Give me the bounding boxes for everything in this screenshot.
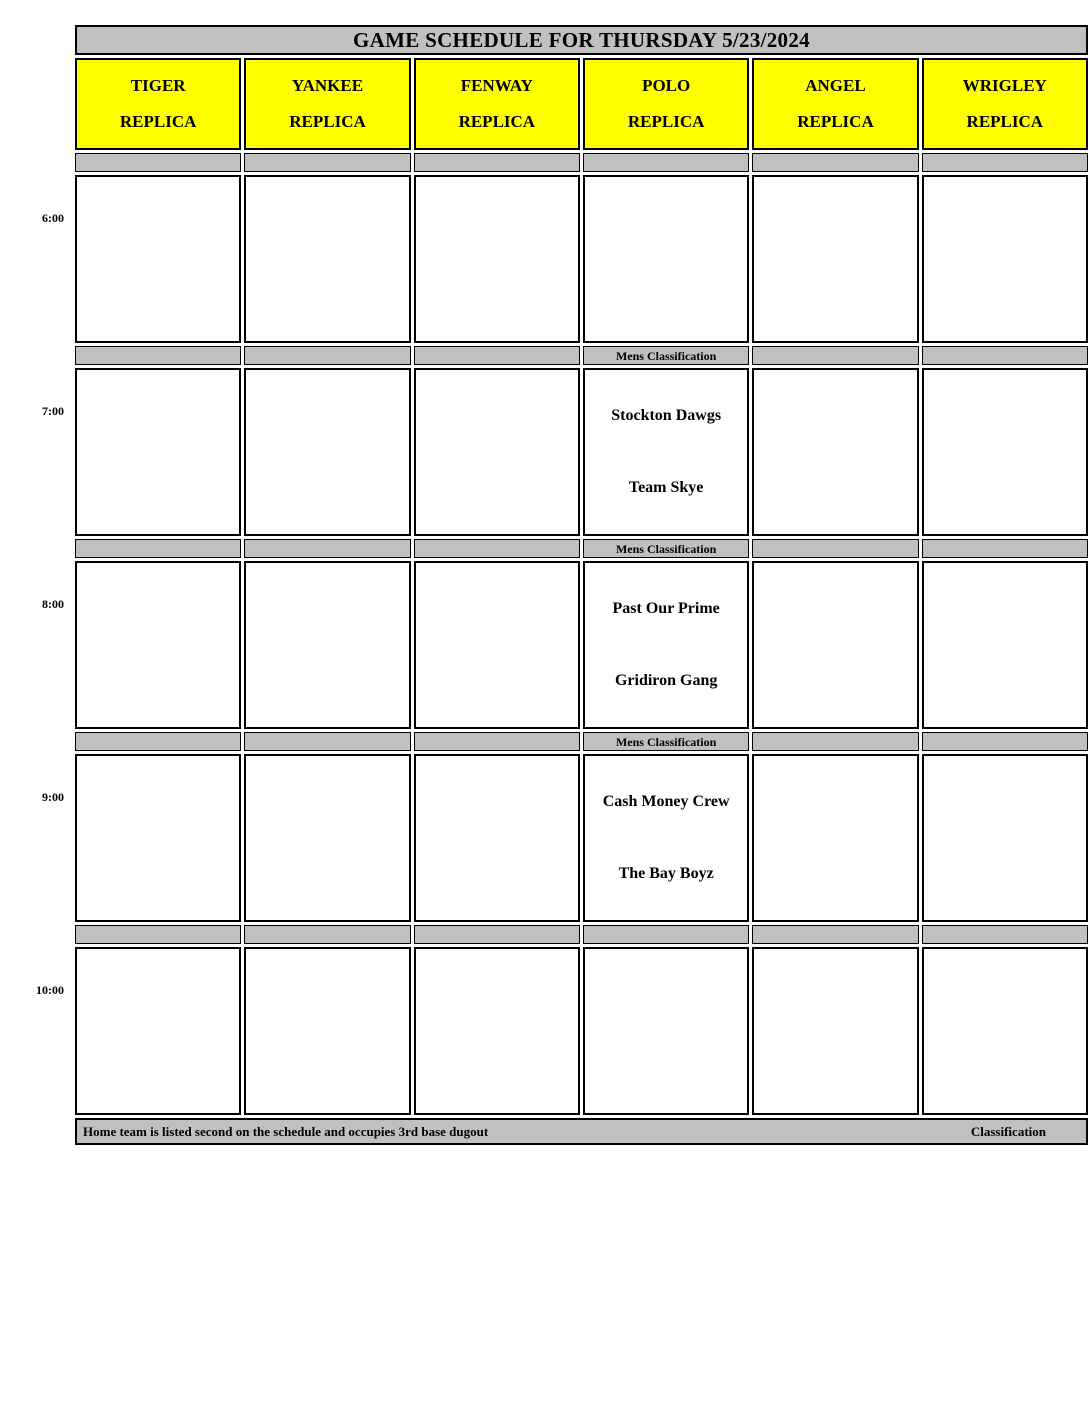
field-name: FENWAY (460, 76, 533, 95)
classification-strip (583, 153, 749, 172)
classification-strip (752, 346, 918, 365)
field-type: REPLICA (458, 112, 536, 131)
classification-strip: Mens Classification (583, 539, 749, 558)
away-team: Past Our Prime (612, 600, 720, 618)
game-cell (752, 368, 918, 536)
game-cell (244, 947, 410, 1115)
game-row-9 (0, 754, 1088, 922)
classification-strip (922, 153, 1088, 172)
field-name: WRIGLEY (962, 76, 1047, 95)
game-cell (414, 368, 580, 536)
field-name: TIGER (130, 76, 186, 95)
field-header-wrigley (922, 58, 1088, 150)
footer-classification-label: Classification (970, 1123, 1046, 1139)
game-cell (75, 368, 241, 536)
title-row (0, 25, 1088, 55)
game-cell (75, 754, 241, 922)
field-name: YANKEE (291, 76, 364, 95)
game-cell (922, 368, 1088, 536)
game-cell (414, 947, 580, 1115)
game-cell (244, 561, 410, 729)
field-name: ANGEL (805, 76, 866, 95)
game-row-10 (0, 947, 1088, 1115)
classification-strip (414, 153, 580, 172)
game-cell (244, 754, 410, 922)
classification-strip (414, 346, 580, 365)
classification-strip-row (0, 346, 1088, 365)
game-cell (244, 368, 410, 536)
classification-strip-row (0, 925, 1088, 944)
game-cell (244, 175, 410, 343)
classification-strip-row (0, 539, 1088, 558)
classification-strip (75, 925, 241, 944)
game-cell (583, 175, 749, 343)
game-cell (75, 947, 241, 1115)
game-cell (75, 175, 241, 343)
home-team: Gridiron Gang (614, 672, 718, 690)
game-cell (922, 561, 1088, 729)
game-cell (414, 561, 580, 729)
field-header-polo (583, 58, 749, 150)
classification-strip (244, 732, 410, 751)
time-label: 6:00 (42, 211, 64, 225)
classification-strip: Mens Classification (583, 732, 749, 751)
field-type: REPLICA (627, 112, 705, 131)
game-cell (414, 175, 580, 343)
field-type: REPLICA (119, 112, 197, 131)
field-header-tiger (75, 58, 241, 150)
game-cell (752, 561, 918, 729)
classification-strip (922, 539, 1088, 558)
game-cell (583, 561, 749, 729)
classification-strip (244, 925, 410, 944)
classification-strip (922, 925, 1088, 944)
game-row-8 (0, 561, 1088, 729)
game-cell (752, 754, 918, 922)
classification-strip (244, 346, 410, 365)
footer-bar (75, 1118, 1088, 1145)
classification-strip-row (0, 732, 1088, 751)
game-row-6 (0, 175, 1088, 343)
field-name: POLO (642, 76, 691, 95)
classification-strip (75, 539, 241, 558)
classification-strip-row (0, 153, 1088, 172)
field-header-fenway (414, 58, 580, 150)
time-gutter (0, 1118, 72, 1154)
time-label: 9:00 (42, 790, 64, 804)
classification-strip (414, 732, 580, 751)
away-team: Stockton Dawgs (611, 407, 722, 425)
footer-note: Home team is listed second on the schedule and occupies 3rd base dugout (83, 1123, 489, 1139)
classification-strip (244, 153, 410, 172)
classification-strip (922, 346, 1088, 365)
game-cell (414, 754, 580, 922)
field-type: REPLICA (289, 112, 366, 131)
game-cell (922, 947, 1088, 1115)
time-label: 7:00 (42, 404, 64, 418)
classification-strip (752, 732, 918, 751)
classification-strip (414, 539, 580, 558)
game-cell (922, 754, 1088, 922)
away-team: Cash Money Crew (602, 793, 730, 811)
game-cell (752, 175, 918, 343)
classification-strip: Mens Classification (583, 346, 749, 365)
game-cell (752, 947, 918, 1115)
classification-strip (75, 732, 241, 751)
game-row-7 (0, 368, 1088, 536)
game-cell (75, 561, 241, 729)
footer-row (0, 1118, 1088, 1145)
game-cell (922, 175, 1088, 343)
classification-strip (414, 925, 580, 944)
classification-strip (752, 925, 918, 944)
field-header-angel (752, 58, 918, 150)
schedule-title: GAME SCHEDULE FOR THURSDAY 5/23/2024 (75, 25, 1088, 55)
time-gutter (0, 25, 72, 61)
time-gutter (0, 58, 72, 150)
game-cell (583, 754, 749, 922)
home-team: The Bay Boyz (618, 865, 714, 883)
field-header-yankee (244, 58, 410, 150)
classification-strip (244, 539, 410, 558)
game-cell (583, 947, 749, 1115)
classification-strip (752, 153, 918, 172)
time-label: 10:00 (36, 983, 64, 997)
home-team: Team Skye (628, 479, 704, 497)
classification-strip (75, 153, 241, 172)
field-header-row (0, 58, 1088, 150)
field-type: REPLICA (966, 112, 1044, 131)
classification-strip (922, 732, 1088, 751)
classification-strip (583, 925, 749, 944)
classification-strip (75, 346, 241, 365)
game-cell (583, 368, 749, 536)
field-type: REPLICA (797, 112, 874, 131)
classification-strip (752, 539, 918, 558)
time-label: 8:00 (42, 597, 64, 611)
